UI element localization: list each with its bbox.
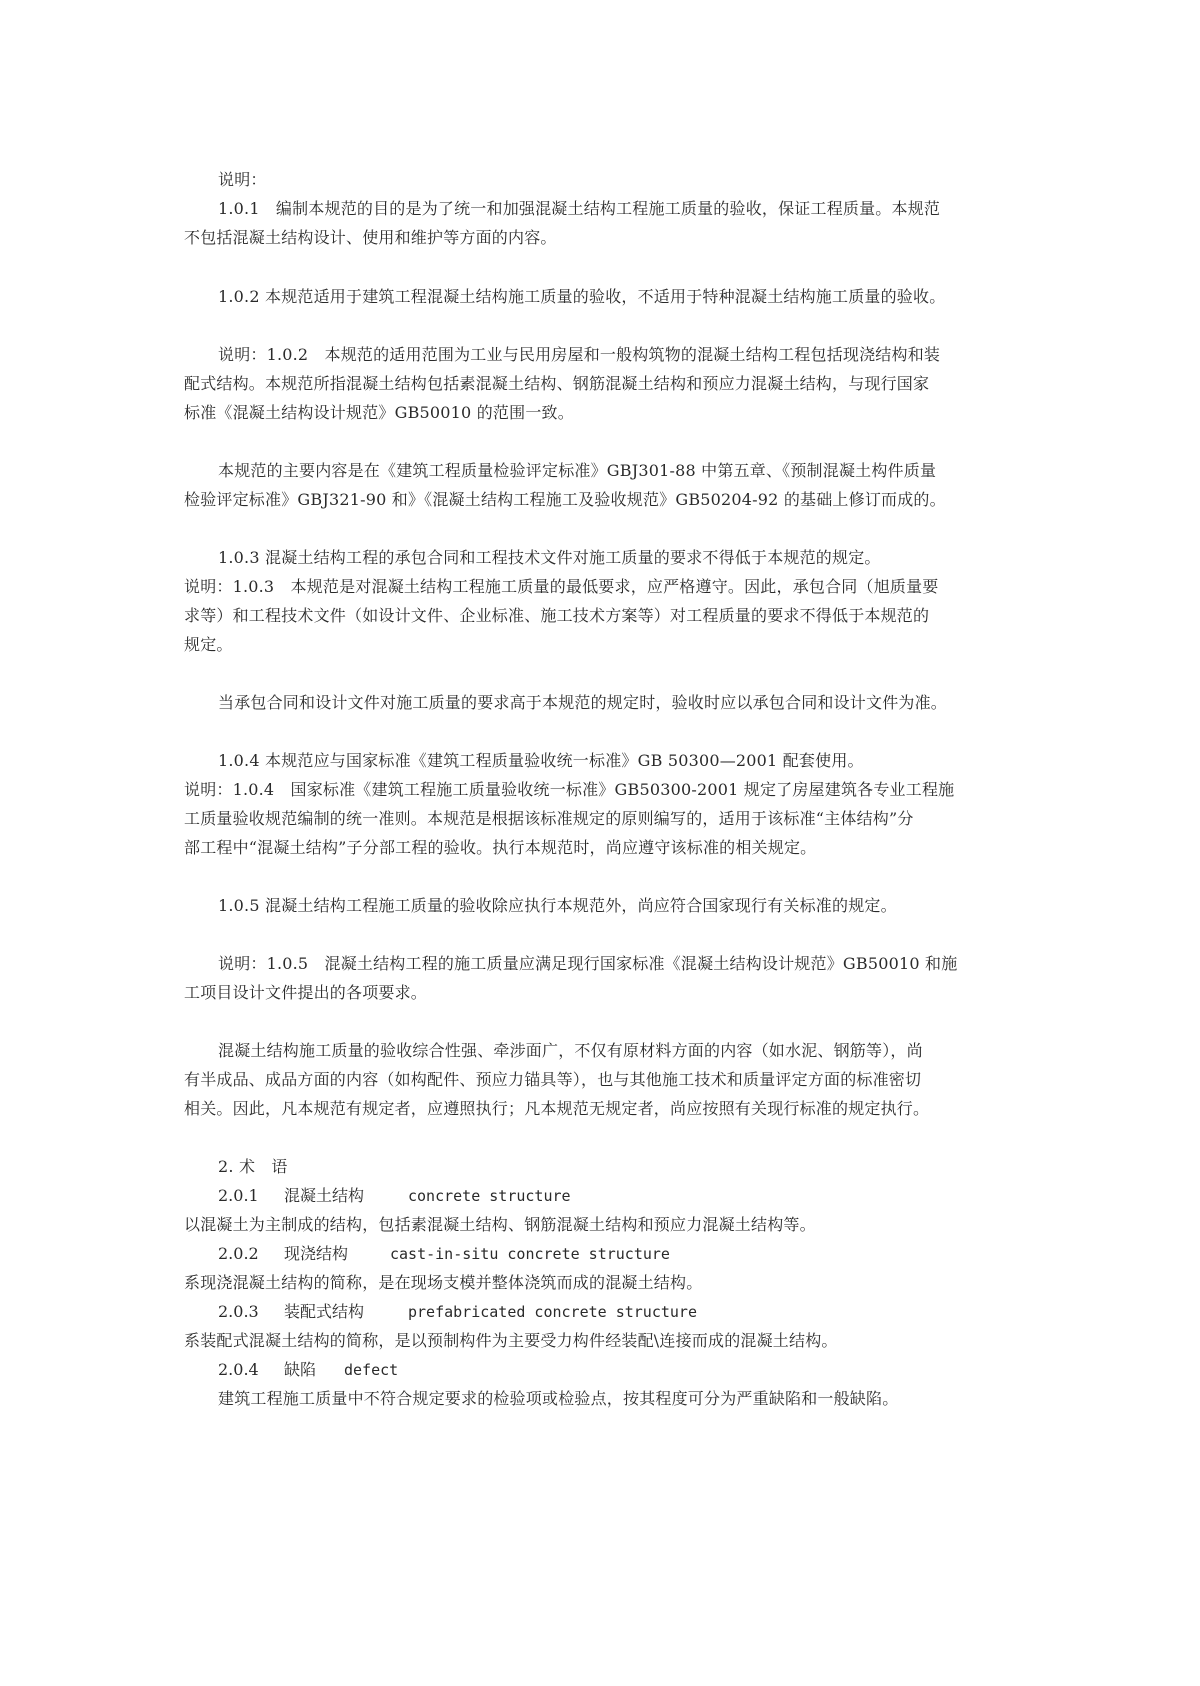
term-definition-2-0-4: 建筑工程施工质量中不符合规定要求的检验项或检验点，按其程度可分为严重缺陷和一般缺陷。 (218, 1389, 899, 1408)
term-definition-2-0-2: 系现浇混凝土结构的简称，是在现场支模并整体浇筑而成的混凝土结构。 (184, 1273, 703, 1292)
note-1-0-2-line-1: 说明：1.0.2 本规范的适用范围为工业与民用房屋和一般构筑物的混凝土结构工程包括现浇结构和装 (218, 345, 941, 364)
terms-heading: 2. 术 语 (218, 1157, 288, 1176)
term-english: defect (344, 1361, 399, 1379)
term-row-2-0-3 (218, 1302, 697, 1322)
term-number: 2.0.4 (218, 1360, 259, 1379)
term-definition-2-0-1: 以混凝土为主制成的结构，包括素混凝土结构、钢筋混凝土结构和预应力混凝土结构等。 (184, 1215, 816, 1234)
term-english: prefabricated concrete structure (408, 1303, 697, 1321)
term-row-2-0-4 (218, 1360, 398, 1380)
note-1-0-4-line-3: 部工程中“混凝土结构”子分部工程的验收。执行本规范时，尚应遵守该标准的相关规定。 (184, 838, 817, 857)
note-1-0-5-line-1: 说明：1.0.5 混凝土结构工程的施工质量应满足现行国家标准《混凝土结构设计规范》GB50010 和施 (218, 954, 958, 973)
note-1-0-3-line-3: 规定。 (184, 635, 233, 654)
note-1-0-3-line-2: 求等）和工程技术文件（如设计文件、企业标准、施工技术方案等）对工程质量的要求不得低于本规范的 (184, 606, 930, 625)
note-1-0-5-line-2: 工项目设计文件提出的各项要求。 (184, 983, 428, 1002)
clause-1-0-5: 1.0.5 混凝土结构工程施工质量的验收除应执行本规范外，尚应符合国家现行有关标准的规定。 (218, 896, 897, 915)
note-1-0-3-line-1: 说明：1.0.3 本规范是对混凝土结构工程施工质量的最低要求，应严格遵守。因此，承包合同（旭质量要 (184, 577, 939, 596)
contract-note: 当承包合同和设计文件对施工质量的要求高于本规范的规定时，验收时应以承包合同和设计文件为准。 (218, 693, 948, 712)
note-1-0-4-line-2: 工质量验收规范编制的统一准则。本规范是根据该标准规定的原则编写的，适用于该标准“主体结构”分 (184, 809, 914, 828)
term-row-2-0-1 (218, 1186, 571, 1206)
main-content-line-1: 本规范的主要内容是在《建筑工程质量检验评定标准》GBJ301-88 中第五章、《预制混凝土构件质量 (218, 461, 937, 480)
note-1-0-4-line-1: 说明：1.0.4 国家标准《建筑工程施工质量验收统一标准》GB50300-2001 规定了房屋建筑各专业工程施 (184, 780, 955, 799)
comprehensive-line-2: 有半成品、成品方面的内容（如构配件、预应力锚具等），也与其他施工技术和质量评定方面的标准密切 (184, 1070, 922, 1089)
clause-1-0-4: 1.0.4 本规范应与国家标准《建筑工程质量验收统一标准》GB 50300—2001 配套使用。 (218, 751, 864, 770)
clause-1-0-1-line-2: 不包括混凝土结构设计、使用和维护等方面的内容。 (184, 228, 557, 247)
term-english: concrete structure (408, 1187, 571, 1205)
note-1-0-2-line-2: 配式结构。本规范所指混凝土结构包括素混凝土结构、钢筋混凝土结构和预应力混凝土结构，与现行国家 (184, 374, 930, 393)
term-number: 2.0.2 (218, 1244, 259, 1263)
clause-1-0-2: 1.0.2 本规范适用于建筑工程混凝土结构施工质量的验收，不适用于特种混凝土结构施工质量的验收。 (218, 287, 946, 306)
term-name: 混凝土结构 (284, 1186, 365, 1205)
main-content-line-2: 检验评定标准》GBJ321-90 和》《混凝土结构工程施工及验收规范》GB50204-92 的基础上修订而成的。 (184, 490, 946, 509)
term-row-2-0-2 (218, 1244, 670, 1264)
term-definition-2-0-3: 系装配式混凝土结构的简称，是以预制构件为主要受力构件经装配\连接而成的混凝土结构。 (184, 1331, 838, 1350)
term-name: 装配式结构 (284, 1302, 365, 1321)
term-number: 2.0.3 (218, 1302, 259, 1321)
term-number: 2.0.1 (218, 1186, 259, 1205)
clause-1-0-1-line-1: 1.0.1 编制本规范的目的是为了统一和加强混凝土结构工程施工质量的验收，保证工程质量。本规范 (218, 199, 941, 218)
note-1-0-2-line-3: 标准《混凝土结构设计规范》GB50010 的范围一致。 (184, 403, 574, 422)
term-english: cast-in-situ concrete structure (390, 1245, 670, 1263)
term-name: 缺陷 (284, 1360, 317, 1379)
clause-1-0-3: 1.0.3 混凝土结构工程的承包合同和工程技术文件对施工质量的要求不得低于本规范的规定。 (218, 548, 881, 567)
term-name: 现浇结构 (284, 1244, 349, 1263)
note-heading: 说明： (218, 170, 267, 189)
comprehensive-line-1: 混凝土结构施工质量的验收综合性强、牵涉面广，不仅有原材料方面的内容（如水泥、钢筋等），尚 (218, 1041, 923, 1060)
comprehensive-line-3: 相关。因此，凡本规范有规定者，应遵照执行；凡本规范无规定者，尚应按照有关现行标准的规定执行。 (184, 1099, 930, 1118)
